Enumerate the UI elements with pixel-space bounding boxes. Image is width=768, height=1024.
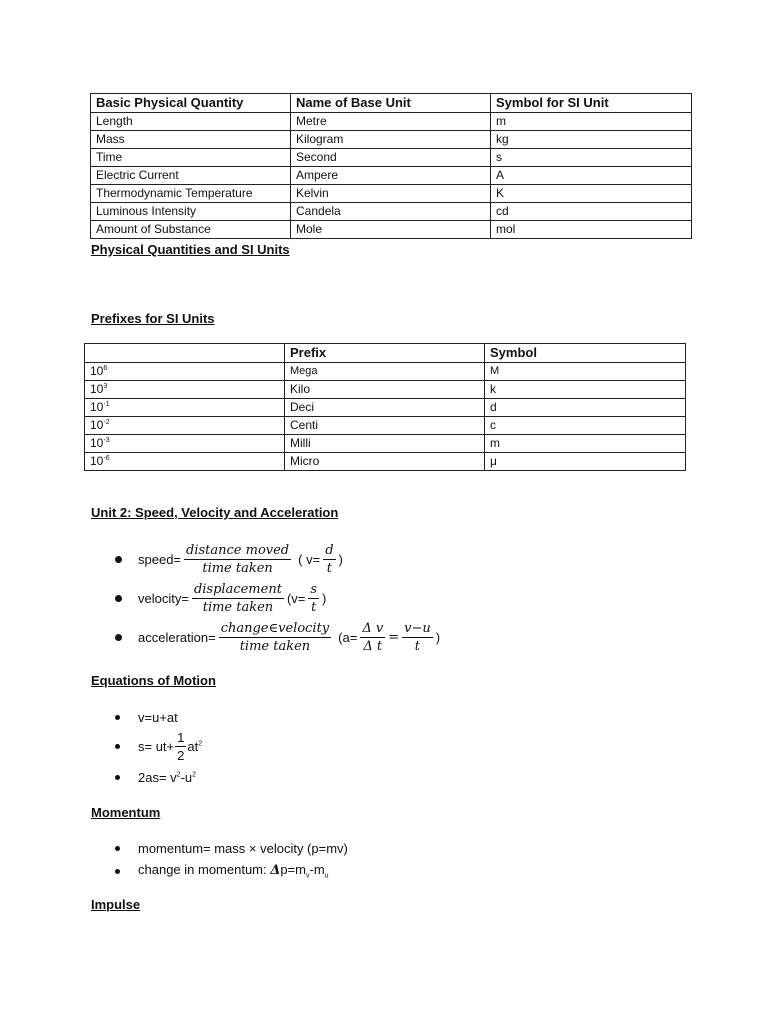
velocity-fraction	[192, 581, 284, 616]
fraction-denominator: time taken	[239, 638, 311, 654]
fraction-numerator: change∈velocity	[220, 620, 330, 636]
table-cell: Mole	[291, 221, 491, 239]
bullet-icon	[115, 869, 120, 874]
prefix-cell: Micro	[285, 453, 485, 471]
eq3-part1: 2as= v	[138, 769, 177, 785]
fraction-numerator: 1	[177, 729, 185, 745]
table-row	[85, 381, 686, 399]
symbol-cell: c	[485, 417, 686, 435]
prefix-cell: Kilo	[285, 381, 485, 399]
acceleration-formula	[115, 620, 440, 654]
paren-close: )	[322, 590, 327, 606]
power-exponent: -3	[103, 437, 110, 444]
velocity-symbol-fraction	[308, 581, 319, 616]
motion-heading: Equations of Motion	[91, 673, 216, 688]
delta-symbol: Δ	[270, 863, 281, 879]
bullet-icon	[115, 715, 120, 720]
header-cell: Symbol for SI Unit	[491, 94, 692, 113]
paren-close: )	[338, 551, 343, 567]
motion-eq-1	[115, 705, 178, 729]
power-cell	[85, 417, 285, 435]
power-base: 10	[90, 418, 104, 432]
fraction-numerator: v−u	[404, 620, 431, 636]
subscript: v	[305, 872, 310, 880]
unit2-heading: Unit 2: Speed, Velocity and Acceleration	[91, 505, 339, 520]
momentum-definition: momentum= mass × velocity (p=mv)	[138, 840, 348, 856]
power-cell	[85, 381, 285, 399]
table-cell: kg	[491, 131, 692, 149]
table-cell: Ampere	[291, 167, 491, 185]
power-cell	[85, 399, 285, 417]
fraction-numerator: Δ v	[362, 620, 384, 636]
power-cell	[85, 363, 285, 381]
table-row	[91, 131, 692, 149]
equation-text	[138, 770, 196, 785]
paren-open: (a=	[338, 629, 358, 645]
speed-symbol-fraction	[323, 542, 335, 577]
table-row	[91, 221, 692, 239]
equation-text: v=u+at	[138, 709, 178, 725]
symbol-cell: μ	[485, 453, 686, 471]
prefix-cell: Milli	[285, 435, 485, 453]
fraction-numerator: d	[325, 542, 334, 558]
table-cell: Time	[91, 149, 291, 167]
table-cell: m	[491, 113, 692, 131]
paren-open: (v=	[286, 590, 306, 606]
si-base-units-table	[90, 93, 692, 239]
header-cell: Name of Base Unit	[291, 94, 491, 113]
at-term: at	[187, 738, 199, 754]
table-cell: Kilogram	[291, 131, 491, 149]
table-cell: A	[491, 167, 692, 185]
table-cell: s	[491, 149, 692, 167]
symbol-cell: m	[485, 435, 686, 453]
formula-part: p=m	[280, 862, 306, 878]
table-cell: Length	[91, 113, 291, 131]
speed-label: speed=	[138, 551, 182, 567]
paren-close: )	[435, 629, 441, 645]
table-cell: Thermodynamic Temperature	[91, 185, 291, 203]
equation-prefix: s= ut+	[138, 738, 175, 754]
si-table-caption: Physical Quantities and SI Units	[91, 242, 290, 257]
symbol-cell: k	[485, 381, 686, 399]
formula-part: -m	[309, 862, 325, 878]
table-cell: Candela	[291, 203, 491, 221]
table-cell: mol	[491, 221, 692, 239]
eq3-part2: -u	[180, 769, 193, 785]
header-cell: Basic Physical Quantity	[91, 94, 291, 113]
power-base: 10	[90, 364, 104, 378]
fraction-denominator: Δ t	[363, 638, 383, 654]
table-row	[91, 203, 692, 221]
delta-fraction	[360, 620, 385, 655]
speed-formula	[115, 542, 343, 576]
fraction-denominator: 2	[177, 747, 185, 763]
table-cell: Luminous Intensity	[91, 203, 291, 221]
momentum-change	[138, 862, 329, 880]
acceleration-label: acceleration=	[138, 629, 216, 645]
power-base: 10	[90, 400, 104, 414]
power-cell	[85, 435, 285, 453]
prefix-cell: Centi	[285, 417, 485, 435]
vu-fraction	[402, 620, 433, 655]
power-cell	[85, 453, 285, 471]
table-row	[85, 363, 686, 381]
bullet-icon	[115, 846, 120, 851]
power-exponent: -2	[103, 419, 110, 426]
table-header-row	[85, 344, 686, 363]
prefix-cell: Mega	[285, 363, 485, 381]
prefix-cell: Deci	[285, 399, 485, 417]
motion-eq-3	[115, 765, 196, 789]
fraction-numerator: displacement	[193, 581, 282, 597]
table-row	[91, 185, 692, 203]
impulse-heading: Impulse	[91, 897, 141, 912]
momentum-change-label: change in momentum:	[138, 862, 271, 878]
prefix-heading: Prefixes for SI Units	[91, 311, 215, 326]
table-row	[91, 113, 692, 131]
bullet-icon	[115, 744, 120, 749]
speed-fraction	[184, 542, 291, 577]
exponent: 2	[176, 771, 181, 779]
fraction-denominator: t	[414, 638, 421, 654]
exponent: 2	[192, 771, 197, 779]
table-row	[85, 399, 686, 417]
momentum-item-2	[115, 859, 329, 883]
power-base: 10	[90, 436, 104, 450]
power-exponent: 6	[103, 365, 108, 372]
table-row	[85, 435, 686, 453]
table-cell: Electric Current	[91, 167, 291, 185]
table-row	[85, 453, 686, 471]
table-row	[85, 417, 686, 435]
symbol-cell: d	[485, 399, 686, 417]
fraction-denominator: t	[311, 599, 317, 615]
header-cell	[85, 344, 285, 363]
table-header-row	[91, 94, 692, 113]
power-base: 10	[90, 382, 104, 396]
power-exponent: 3	[103, 383, 108, 390]
paren-open: ( v=	[298, 551, 321, 567]
table-cell: Metre	[291, 113, 491, 131]
bullet-icon	[115, 595, 122, 602]
table-cell: Amount of Substance	[91, 221, 291, 239]
table-cell: cd	[491, 203, 692, 221]
bullet-icon	[115, 556, 122, 563]
header-cell: Prefix	[285, 344, 485, 363]
table-cell: K	[491, 185, 692, 203]
power-base: 10	[90, 454, 104, 468]
equals-sign: =	[388, 629, 400, 645]
power-exponent: -1	[103, 401, 110, 408]
bullet-icon	[115, 775, 120, 780]
symbol-cell: M	[485, 363, 686, 381]
exponent: 2	[198, 740, 203, 748]
table-cell: Kelvin	[291, 185, 491, 203]
velocity-label: velocity=	[138, 590, 189, 606]
fraction-denominator: time taken	[202, 599, 274, 615]
fraction-numerator: distance moved	[186, 542, 290, 558]
fraction-denominator: t	[326, 560, 332, 576]
bullet-icon	[115, 634, 122, 641]
momentum-heading: Momentum	[91, 805, 161, 820]
table-cell: Second	[291, 149, 491, 167]
table-row	[91, 167, 692, 185]
si-prefix-table	[84, 343, 686, 471]
header-cell: Symbol	[485, 344, 686, 363]
table-row	[91, 149, 692, 167]
velocity-formula	[115, 581, 326, 615]
acceleration-fraction	[219, 620, 331, 655]
fraction-numerator: s	[310, 581, 318, 597]
equation-suffix	[187, 739, 202, 754]
subscript: u	[324, 872, 329, 880]
motion-eq-2	[115, 728, 202, 764]
momentum-item-1	[115, 836, 348, 860]
half-fraction	[175, 729, 186, 764]
fraction-denominator: time taken	[202, 560, 273, 576]
power-exponent: -6	[103, 455, 110, 462]
table-cell: Mass	[91, 131, 291, 149]
